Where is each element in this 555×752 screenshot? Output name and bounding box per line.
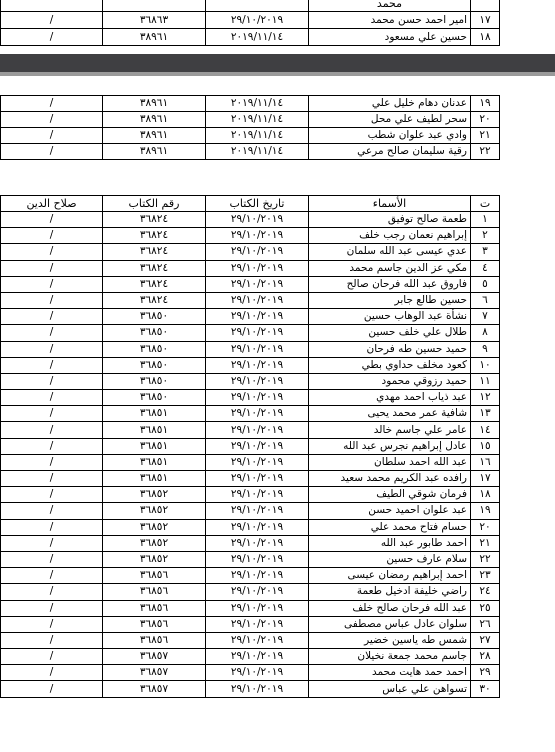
table-row <box>1 665 500 681</box>
row-book-date: ٢٩/١٠/٢٠١٩ <box>206 325 309 341</box>
row-book-number: ٣٦٨٥٧ <box>103 649 206 665</box>
row-book-date: ٢٩/١٠/٢٠١٩ <box>206 228 309 244</box>
row-mark: / <box>1 616 103 632</box>
table-row <box>1 616 500 632</box>
row-book-date: ٢٩/١٠/٢٠١٩ <box>206 519 309 535</box>
row-book-date: ٢٩/١٠/٢٠١٩ <box>206 535 309 551</box>
row-number: ٥ <box>471 276 500 292</box>
row-book-number: ٣٦٨٦٣ <box>103 12 206 29</box>
row-mark: / <box>1 29 103 46</box>
row-book-date: ٢٠١٩/١١/١٤ <box>206 112 309 128</box>
row-name: احمد إبراهيم رمضان عيسى <box>309 568 471 584</box>
row-book-number: ٣٨٩٦١ <box>103 29 206 46</box>
row-name: عدنان دهام خليل علي <box>309 96 471 112</box>
row-name: عامر علي جاسم خالد <box>309 422 471 438</box>
table-row <box>1 649 500 665</box>
row-number: ٩ <box>471 341 500 357</box>
row-book-date: ٢٩/١٠/٢٠١٩ <box>206 341 309 357</box>
row-book-number: ٣٦٨٢٤ <box>103 228 206 244</box>
row-book-date: ٢٩/١٠/٢٠١٩ <box>206 600 309 616</box>
row-book-number: ٣٦٨٢٤ <box>103 292 206 308</box>
row-name: طعمة صالح توفيق <box>309 212 471 228</box>
row-number: ١٢ <box>471 390 500 406</box>
row-mark: / <box>1 325 103 341</box>
row-book-number: ٣٦٨٥٦ <box>103 632 206 648</box>
row-book-number: ٣٦٨٥٢ <box>103 535 206 551</box>
row-book-date: ٢٠١٩/١١/١٤ <box>206 29 309 46</box>
row-book-number: ٣٦٨٥٠ <box>103 309 206 325</box>
row-number: ٢١ <box>471 128 500 144</box>
row-number: ١١ <box>471 373 500 389</box>
table-row <box>1 96 500 112</box>
row-number: ٢٢ <box>471 551 500 567</box>
table-row <box>1 438 500 454</box>
row-name: إبراهيم نعمان رجب خلف <box>309 228 471 244</box>
table-row <box>1 471 500 487</box>
row-book-date: ٢٩/١٠/٢٠١٩ <box>206 390 309 406</box>
row-name: نشأة عبد الوهاب حسين <box>309 309 471 325</box>
row-book-date: ٢٩/١٠/٢٠١٩ <box>206 438 309 454</box>
row-mark: / <box>1 12 103 29</box>
row-book-number: ٣٦٨٥٠ <box>103 373 206 389</box>
row-number: ٢٧ <box>471 632 500 648</box>
table-row <box>1 292 500 308</box>
row-mark: / <box>1 260 103 276</box>
row-name: شافية عمر محمد يحيى <box>309 406 471 422</box>
table-row <box>1 325 500 341</box>
row-name: امير احمد حسن محمد <box>309 12 471 29</box>
row-mark: / <box>1 276 103 292</box>
row-name: راضي خليفة ادخيل طعمة <box>309 584 471 600</box>
row-name: عبد علوان احميد حسن <box>309 503 471 519</box>
screen-divider-shadow <box>0 72 555 76</box>
header-salah-al-din: صلاح الدين <box>1 196 103 212</box>
row-book-number: ٣٦٨٥٦ <box>103 584 206 600</box>
header-book-date: تاريخ الكتاب <box>206 196 309 212</box>
table-row <box>1 454 500 470</box>
row-mark: / <box>1 422 103 438</box>
row-book-number: ٣٦٨٥٢ <box>103 551 206 567</box>
table-row <box>1 681 500 697</box>
row-book-number: ٣٨٩٦١ <box>103 96 206 112</box>
row-book-date: ٢٩/١٠/٢٠١٩ <box>206 632 309 648</box>
row-name: حميد حسين طه فرحان <box>309 341 471 357</box>
row-mark: / <box>1 244 103 260</box>
row-book-date: ٢٩/١٠/٢٠١٩ <box>206 244 309 260</box>
row-number: ٧ <box>471 309 500 325</box>
row-book-date: ٢٩/١٠/٢٠١٩ <box>206 487 309 503</box>
row-mark: / <box>1 228 103 244</box>
row-book-date: ٢٩/١٠/٢٠١٩ <box>206 357 309 373</box>
row-book-number: ٣٦٨٥٠ <box>103 341 206 357</box>
row-book-number: ٣٦٨٥٢ <box>103 519 206 535</box>
table-row <box>1 228 500 244</box>
row-book-date: ٢٩/١٠/٢٠١٩ <box>206 616 309 632</box>
row-book-number: ٣٦٨٥١ <box>103 422 206 438</box>
row-book-number: ٣٨٩٦١ <box>103 112 206 128</box>
row-mark: / <box>1 649 103 665</box>
main-table <box>0 195 500 698</box>
row-mark: / <box>1 357 103 373</box>
table-row <box>1 12 500 29</box>
row-name: احمد حمد هايت محمد <box>309 665 471 681</box>
row-mark: / <box>1 632 103 648</box>
row-mark: / <box>1 373 103 389</box>
row-number: ٣ <box>471 244 500 260</box>
row-number: ١٨ <box>471 487 500 503</box>
header-number: ت <box>471 196 500 212</box>
table-row <box>1 584 500 600</box>
row-mark: / <box>1 600 103 616</box>
row-book-date: ٢٩/١٠/٢٠١٩ <box>206 649 309 665</box>
row-name: شمس طه ياسين خضير <box>309 632 471 648</box>
row-mark: / <box>1 471 103 487</box>
fragment-header-text: محمد <box>309 0 471 12</box>
row-mark: / <box>1 551 103 567</box>
row-mark: / <box>1 96 103 112</box>
row-mark: / <box>1 128 103 144</box>
table-row <box>1 341 500 357</box>
row-name: رافده عبد الكريم محمد سعيد <box>309 471 471 487</box>
header-names: الأسماء <box>309 196 471 212</box>
row-book-date: ٢٩/١٠/٢٠١٩ <box>206 212 309 228</box>
row-name: جاسم محمد جمعة نخيلان <box>309 649 471 665</box>
row-book-date: ٢٩/١٠/٢٠١٩ <box>206 422 309 438</box>
table-row <box>1 632 500 648</box>
row-name: سلام عارف حسين <box>309 551 471 567</box>
table-row <box>1 244 500 260</box>
row-mark: / <box>1 503 103 519</box>
row-mark: / <box>1 454 103 470</box>
row-book-date: ٢٩/١٠/٢٠١٩ <box>206 292 309 308</box>
row-mark: / <box>1 112 103 128</box>
row-book-date: ٢٩/١٠/٢٠١٩ <box>206 584 309 600</box>
row-name: عبد الله احمد سلطان <box>309 454 471 470</box>
row-mark: / <box>1 535 103 551</box>
row-book-number: ٣٦٨٥١ <box>103 438 206 454</box>
row-mark: / <box>1 212 103 228</box>
table-row <box>1 29 500 46</box>
row-book-date: ٢٩/١٠/٢٠١٩ <box>206 373 309 389</box>
row-mark: / <box>1 406 103 422</box>
row-number: ١٦ <box>471 454 500 470</box>
screen-divider-bar <box>0 54 555 72</box>
row-number: ٣٠ <box>471 681 500 697</box>
row-number: ٢٨ <box>471 649 500 665</box>
row-mark: / <box>1 341 103 357</box>
row-name: حميد رزوقي محمود <box>309 373 471 389</box>
row-book-number: ٣٦٨٥٦ <box>103 600 206 616</box>
row-number: ١٩ <box>471 96 500 112</box>
fragment-header-row <box>1 0 500 12</box>
row-mark: / <box>1 568 103 584</box>
row-name: رقية سليمان صالح مرعي <box>309 144 471 160</box>
row-book-number: ٣٦٨٥٠ <box>103 390 206 406</box>
row-name: سلوان عادل عباس مصطفى <box>309 616 471 632</box>
table-row <box>1 276 500 292</box>
row-book-date: ٢٠١٩/١١/١٤ <box>206 144 309 160</box>
top-fragment-table <box>0 0 500 46</box>
row-name: عبد الله فرحان صالح خلف <box>309 600 471 616</box>
row-number: ١٧ <box>471 471 500 487</box>
row-book-number: ٣٦٨٥٧ <box>103 665 206 681</box>
row-book-number: ٣٦٨٥١ <box>103 406 206 422</box>
row-mark: / <box>1 665 103 681</box>
row-number: ١٧ <box>471 12 500 29</box>
table-row <box>1 309 500 325</box>
table-row <box>1 357 500 373</box>
row-name: فرمان شوقي الطيف <box>309 487 471 503</box>
row-mark: / <box>1 487 103 503</box>
table-row <box>1 144 500 160</box>
row-book-number: ٣٦٨٥٢ <box>103 487 206 503</box>
row-number: ٢٠ <box>471 112 500 128</box>
row-number: ٢٥ <box>471 600 500 616</box>
row-book-date: ٢٠١٩/١١/١٤ <box>206 96 309 112</box>
row-book-date: ٢٩/١٠/٢٠١٩ <box>206 568 309 584</box>
row-name: وادي عبد علوان شطب <box>309 128 471 144</box>
row-book-number: ٣٦٨٢٤ <box>103 212 206 228</box>
row-number: ٢١ <box>471 535 500 551</box>
table-row <box>1 260 500 276</box>
row-name: عبد ذياب احمد مهدي <box>309 390 471 406</box>
table-row <box>1 503 500 519</box>
table-row <box>1 128 500 144</box>
table-row <box>1 406 500 422</box>
row-name: كعود مخلف حداوي بطي <box>309 357 471 373</box>
table-row <box>1 373 500 389</box>
row-number: ٢٠ <box>471 519 500 535</box>
row-book-number: ٣٦٨٢٤ <box>103 260 206 276</box>
row-book-number: ٣٦٨٢٤ <box>103 276 206 292</box>
row-mark: / <box>1 144 103 160</box>
row-number: ١ <box>471 212 500 228</box>
row-number: ٢٣ <box>471 568 500 584</box>
middle-table <box>0 95 500 160</box>
table-row <box>1 112 500 128</box>
row-book-number: ٣٦٨٥١ <box>103 471 206 487</box>
row-mark: / <box>1 390 103 406</box>
row-number: ١٥ <box>471 438 500 454</box>
row-book-date: ٢٩/١٠/٢٠١٩ <box>206 276 309 292</box>
row-name: تسواهن علي عباس <box>309 681 471 697</box>
row-book-date: ٢٩/١٠/٢٠١٩ <box>206 665 309 681</box>
row-book-number: ٣٨٩٦١ <box>103 144 206 160</box>
row-name: حسام فتاح محمد علي <box>309 519 471 535</box>
table-row <box>1 519 500 535</box>
row-number: ٢٦ <box>471 616 500 632</box>
table-row <box>1 551 500 567</box>
row-book-date: ٢٩/١٠/٢٠١٩ <box>206 309 309 325</box>
row-mark: / <box>1 292 103 308</box>
row-number: ٢٢ <box>471 144 500 160</box>
row-name: سحر لطيف علي محل <box>309 112 471 128</box>
row-book-number: ٣٦٨٥١ <box>103 454 206 470</box>
row-name: فاروق عبد الله فرحان صالح <box>309 276 471 292</box>
row-book-number: ٣٨٩٦١ <box>103 128 206 144</box>
row-book-date: ٢٩/١٠/٢٠١٩ <box>206 454 309 470</box>
row-name: عدي عيسى عبد الله سلمان <box>309 244 471 260</box>
table-header-row <box>1 196 500 212</box>
row-book-date: ٢٩/١٠/٢٠١٩ <box>206 12 309 29</box>
row-name: عادل إبراهيم نجرس عبد الله <box>309 438 471 454</box>
row-book-date: ٢٩/١٠/٢٠١٩ <box>206 260 309 276</box>
table-row <box>1 212 500 228</box>
row-book-date: ٢٩/١٠/٢٠١٩ <box>206 681 309 697</box>
row-mark: / <box>1 681 103 697</box>
table-row <box>1 487 500 503</box>
row-number: ٢٩ <box>471 665 500 681</box>
table-row <box>1 535 500 551</box>
row-book-number: ٣٦٨٢٤ <box>103 244 206 260</box>
row-number: ١٤ <box>471 422 500 438</box>
table-row <box>1 568 500 584</box>
row-book-date: ٢٩/١٠/٢٠١٩ <box>206 551 309 567</box>
row-number: ١٩ <box>471 503 500 519</box>
row-name: حسين طالع جابر <box>309 292 471 308</box>
row-number: ١٠ <box>471 357 500 373</box>
row-book-number: ٣٦٨٥٧ <box>103 681 206 697</box>
row-number: ١٣ <box>471 406 500 422</box>
row-name: حسين علي مسعود <box>309 29 471 46</box>
row-name: طلال علي خلف حسين <box>309 325 471 341</box>
row-number: ١٨ <box>471 29 500 46</box>
header-book-number: رقم الكتاب <box>103 196 206 212</box>
row-number: ٢٤ <box>471 584 500 600</box>
row-book-number: ٣٦٨٥٢ <box>103 503 206 519</box>
row-mark: / <box>1 438 103 454</box>
row-book-date: ٢٠١٩/١١/١٤ <box>206 128 309 144</box>
row-number: ٦ <box>471 292 500 308</box>
row-name: احمد طابور عبد الله <box>309 535 471 551</box>
row-book-date: ٢٩/١٠/٢٠١٩ <box>206 503 309 519</box>
row-name: مكي عز الدين جاسم محمد <box>309 260 471 276</box>
table-row <box>1 422 500 438</box>
row-book-date: ٢٩/١٠/٢٠١٩ <box>206 471 309 487</box>
row-book-number: ٣٦٨٥٦ <box>103 568 206 584</box>
row-number: ٢ <box>471 228 500 244</box>
row-book-date: ٢٩/١٠/٢٠١٩ <box>206 406 309 422</box>
table-row <box>1 600 500 616</box>
row-book-number: ٣٦٨٥٠ <box>103 357 206 373</box>
row-number: ٨ <box>471 325 500 341</box>
table-row <box>1 390 500 406</box>
row-book-number: ٣٦٨٥٦ <box>103 616 206 632</box>
row-mark: / <box>1 584 103 600</box>
row-mark: / <box>1 519 103 535</box>
row-number: ٤ <box>471 260 500 276</box>
row-book-number: ٣٦٨٥٠ <box>103 325 206 341</box>
row-mark: / <box>1 309 103 325</box>
